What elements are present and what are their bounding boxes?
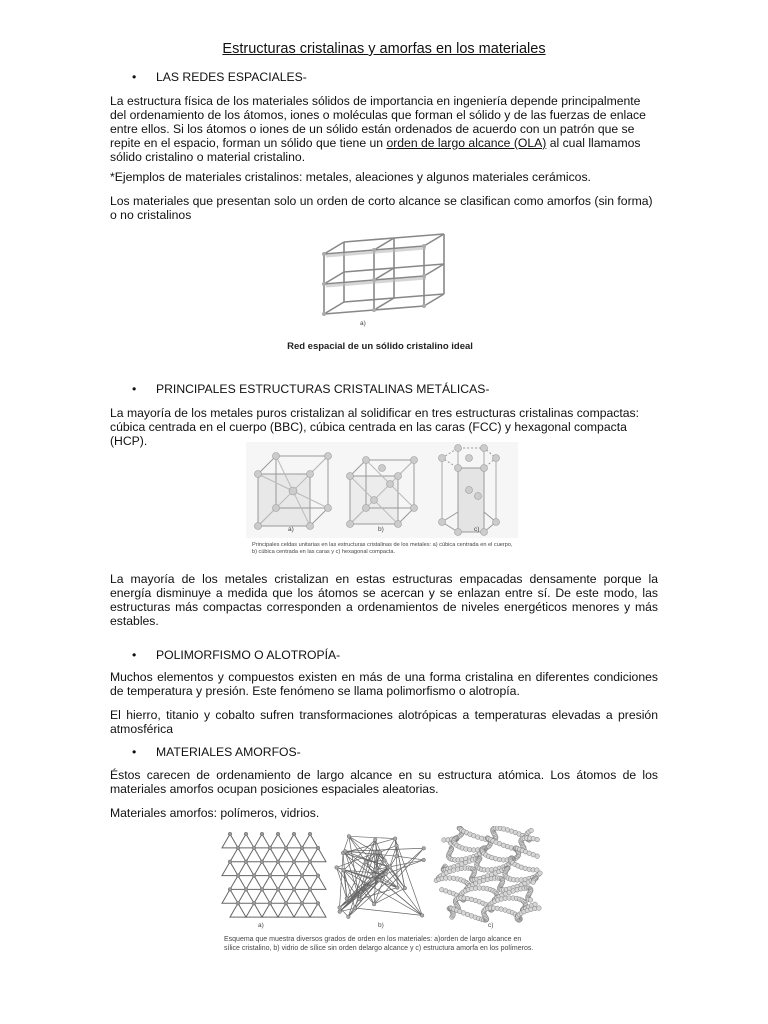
paragraph-redes-3: Los materiales que presentan solo un orden de corto alcance se clasifican como amorfos (sin forma) o no cristalinos [110,194,653,222]
ola-link-text: orden de largo alcance (OLA) [386,136,547,150]
amorphous-image [214,826,544,926]
bullet-icon: • [132,648,137,662]
unit-cells-caption: Principales celdas unitarias en las estructuras cristalinas de los metales: a) cúbica centrada en el cuerpo, b) cúbica centrada en las caras y c) hexagonal compacta. [252,542,513,555]
space-lattice-label: a) [360,320,366,327]
unit-cells-image [246,442,518,538]
page-title: Estructuras cristalinas y amorfas en los materiales [222,41,546,57]
paragraph-estructuras-2: La mayoría de los metales cristalizan en estas estructuras empacadas densamente porque la energía disminuye a medida que los átomos se acercan y se enlazan entre sí. De este modo, las estructuras más compactas corresponden a ordenamientos de niveles energéticos menores y más estables. [110,572,658,628]
unit-cell-label-c: c) [474,526,480,533]
paragraph-estructuras-1: La mayoría de los metales puros cristalizan al solidificar en tres estructuras cristalinas compactas: cúbica centrada en el cuerpo (BBC), cúbica centrada en las caras (FCC) y hexagonal compacta (HCP). [110,406,640,448]
polymer-chains-icon [434,826,542,922]
section-heading-estructuras: • PRINCIPALES ESTRUCTURAS CRISTALINAS METÁLICAS- [132,382,490,396]
figure-unit-cells [246,442,518,558]
amorphous-label-a: a) [258,922,264,929]
section-heading-amorfos: • MATERIALES AMORFOS- [132,745,301,759]
section-heading-redes: • LAS REDES ESPACIALES- [132,70,307,84]
amorphous-label-c: c) [488,922,494,929]
bullet-icon: • [132,745,137,759]
space-lattice-image [286,232,486,328]
crystalline-silica-icon [222,832,326,917]
paragraph-amorfos-2: Materiales amorfos: polímeros, vidrios. [110,806,320,820]
bullet-icon: • [132,70,137,84]
unit-cell-label-a: a) [288,526,294,533]
figure-space-lattice [286,232,486,360]
space-lattice-caption: Red espacial de un sólido cristalino ideal [287,341,473,352]
paragraph-redes-2: *Ejemplos de materiales cristalinos: metales, aleaciones y algunos materiales cerámicos. [110,170,591,184]
amorphous-caption: Esquema que muestra diversos grados de orden en los materiales: a)orden de largo alcance en sílice cristalino, b) vidrio de sílice sin orden delargo alcance y c) estructura amorfa en los polímeros. [224,936,534,952]
bullet-icon: • [132,382,137,396]
figure-amorphous [214,826,544,972]
silica-glass-icon [335,835,426,919]
unit-cell-label-b: b) [378,526,384,533]
amorphous-label-b: b) [378,922,384,929]
section-heading-polimorfismo: • POLIMORFISMO O ALOTROPÍA- [132,648,341,662]
paragraph-redes-1: La estructura física de los materiales sólidos de importancia en ingeniería depende principalmente del ordenamiento de los átomos, iones o moléculas que forman el sólido y de las fuerzas de enlace entre ellos. Si los átomos o iones de un sólido están ordenados de acuerdo con un patrón que se repite en el espacio, forman un sólido que tiene un orden de largo alcance (OLA) al cual llamamos sólido cristalino o material cristalino. [110,94,646,164]
paragraph-polimorfismo-2: El hierro, titanio y cobalto sufren transformaciones alotrópicas a temperaturas elevadas a presión atmosférica [110,708,658,736]
paragraph-polimorfismo-1: Muchos elementos y compuestos existen en más de una forma cristalina en diferentes condiciones de temperatura y presión. Este fenómeno se llama polimorfismo o alotropía. [110,670,658,698]
paragraph-amorfos-1: Éstos carecen de ordenamiento de largo alcance en su estructura atómica. Los átomos de los materiales amorfos ocupan posiciones espaciales aleatorias. [110,768,658,796]
